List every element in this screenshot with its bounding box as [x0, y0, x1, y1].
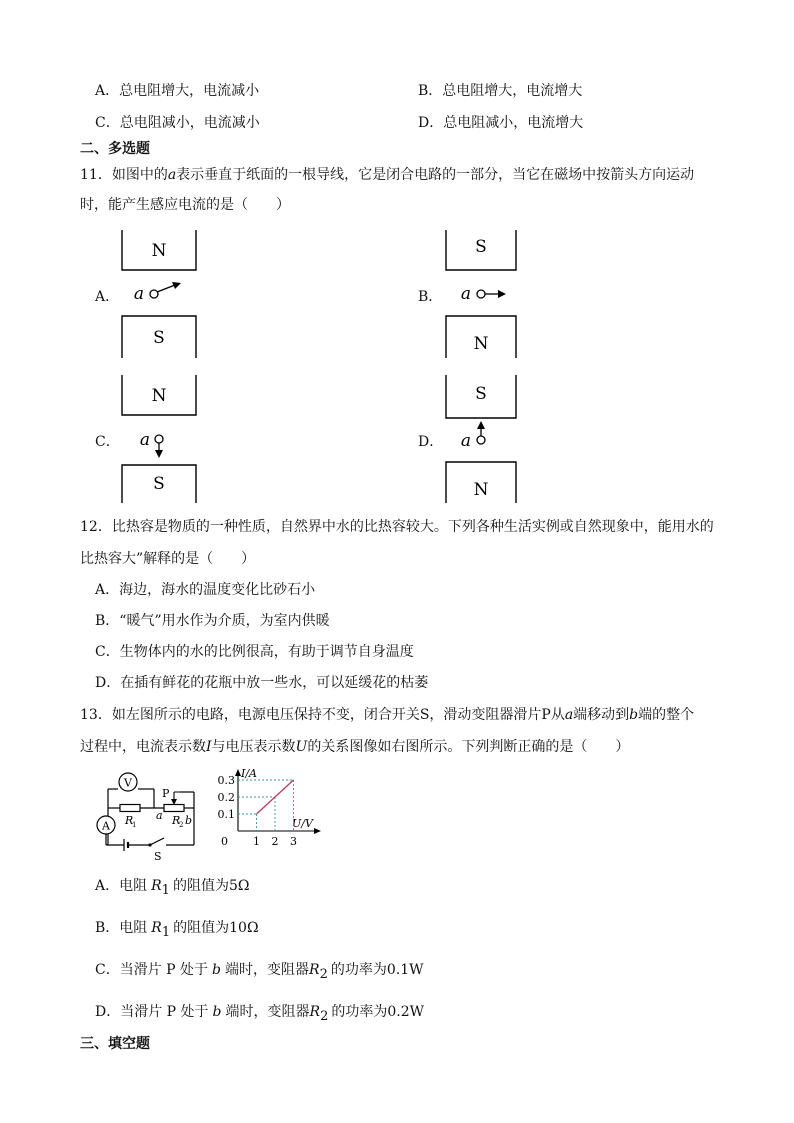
- q11-figure-b: [444, 230, 520, 358]
- q11-stem-line1: 11．如图中的𝑎表示垂直于纸面的一根导线，它是闭合电路的一部分，当它在磁场中按箭头方向运动: [80, 167, 695, 183]
- voltmeter-label: V: [124, 776, 132, 790]
- wire-label: a: [460, 284, 472, 304]
- wire-circle-icon: [150, 290, 158, 298]
- q10-option-a: A．总电阻增大，电流减小: [95, 83, 260, 99]
- x-axis-label: U/V: [292, 817, 313, 830]
- q11-option-a-label: A．: [95, 289, 120, 305]
- q13-circuit-diagram: [94, 770, 204, 862]
- pole-bottom: N: [473, 334, 489, 354]
- q11-figure-a: [120, 230, 200, 358]
- q13-stem-line1: 13．如左图所示的电路，电源电压保持不变，闭合开关S，滑动变阻器滑片P从𝑎端移动到𝑏端的整个: [80, 707, 695, 723]
- x-axis-arrow-icon: [314, 828, 321, 834]
- y-axis-label: I/A: [241, 767, 257, 780]
- slider-label: P: [162, 787, 170, 800]
- q13-option-d: D．当滑片 P 处于 b 端时，变阻器$R_2$ 的功率为0.2W: [95, 1004, 424, 1024]
- y-tick-label: 0.2: [217, 791, 235, 804]
- q10-option-b: B．总电阻增大，电流增大: [418, 83, 583, 99]
- section-fill-in: 三、填空题: [80, 1036, 150, 1052]
- pole-top: S: [475, 384, 487, 404]
- wire-circle-icon: [477, 436, 485, 444]
- switch-icon: [148, 843, 151, 846]
- section-multi-choice: 二、多选题: [80, 141, 150, 157]
- wire-label: a: [460, 431, 472, 451]
- r2-subscript: 2: [179, 821, 184, 829]
- x-tick-label: 1: [253, 835, 260, 848]
- y-tick-label: 0.1: [217, 808, 235, 821]
- q11-option-b-label: B．: [418, 289, 443, 305]
- q11-stem-line2: 时，能产生感应电流的是（ ）: [80, 197, 290, 213]
- q10-option-d: D．总电阻减小，电流增大: [418, 115, 584, 131]
- x-tick-label: 3: [290, 835, 297, 848]
- q10-option-c: C．总电阻减小，电流减小: [95, 115, 260, 131]
- q11-figure-d: [444, 375, 520, 503]
- wire-circle-icon: [477, 290, 485, 298]
- q12-option-d: D．在插有鲜花的花瓶中放一些水，可以延缓花的枯萎: [95, 675, 429, 691]
- pole-bottom: S: [153, 328, 165, 348]
- q12-stem-line2: 比热容大”解释的是（ ）: [80, 551, 256, 567]
- r1-subscript: 1: [132, 821, 137, 829]
- q12-option-a: A．海边，海水的温度变化比砂石小: [95, 582, 316, 598]
- q13-option-c: C．当滑片 P 处于 b 端时，变阻器$R_2$ 的功率为0.1W: [95, 962, 424, 982]
- q13-option-b: B．电阻 $R_1$ 的阻值为10Ω: [95, 920, 259, 940]
- pole-top: S: [475, 237, 487, 257]
- q11-figure-c: [120, 375, 200, 503]
- pole-bottom: N: [473, 480, 489, 500]
- rheostat-r2: [164, 805, 184, 812]
- end-b-label: b: [185, 814, 193, 827]
- ammeter-label: A: [102, 819, 110, 833]
- x-tick-label: 0: [221, 835, 228, 848]
- r2-label: R: [172, 814, 181, 827]
- x-tick-label: 2: [271, 835, 279, 848]
- q11-option-c-label: C．: [95, 434, 120, 450]
- q13-option-a: A．电阻 $R_1$ 的阻值为5Ω: [95, 878, 250, 898]
- end-a-label: a: [156, 809, 163, 822]
- y-tick-label: 0.3: [217, 774, 235, 787]
- pole-top: N: [151, 241, 167, 261]
- q12-stem-line1: 12．比热容是物质的一种性质，自然界中水的比热容较大。下列各种生活实例或自然现象中，能用水的: [80, 519, 714, 535]
- switch-label: S: [154, 850, 162, 863]
- pole-top: N: [151, 386, 167, 406]
- q12-option-c: C．生物体内的水的比例很高，有助于调节自身温度: [95, 644, 414, 660]
- wire-label: a: [139, 430, 151, 450]
- resistor-r1: [120, 805, 140, 812]
- q13-stem-line2: 过程中，电流表示数𝐼与电压表示数𝑈的关系图像如右图所示。下列判断正确的是（ ）: [80, 739, 630, 755]
- wire-label: a: [133, 284, 145, 304]
- pole-bottom: S: [153, 474, 165, 494]
- q11-option-d-label: D．: [418, 434, 444, 450]
- r1-label: R: [125, 814, 134, 827]
- q13-iu-graph: [218, 768, 322, 860]
- q12-option-b: B．“暖气”用水作为介质，为室内供暖: [95, 613, 330, 629]
- arrow-up-right-icon: [157, 285, 175, 292]
- wire-circle-icon: [155, 435, 163, 443]
